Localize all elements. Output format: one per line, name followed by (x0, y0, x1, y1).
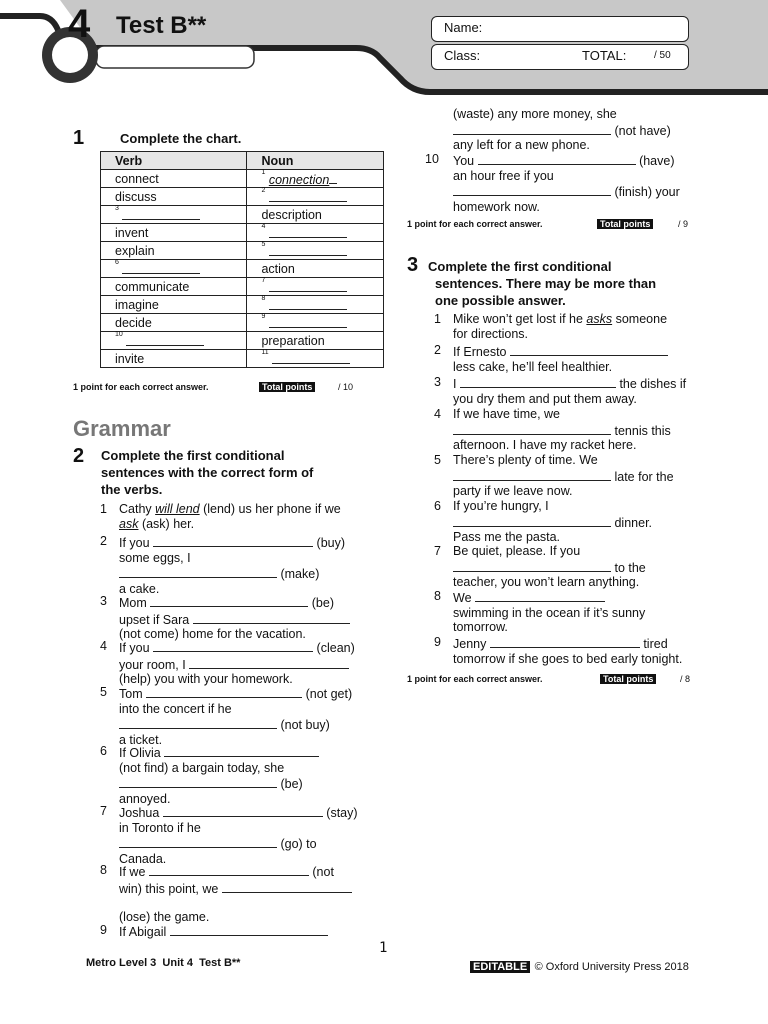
verb-blank[interactable]: 6 (101, 260, 247, 278)
noun-blank[interactable]: 2 (247, 188, 384, 206)
verb-cell: imagine (101, 296, 247, 314)
noun-blank[interactable]: 8 (247, 296, 384, 314)
noun-blank[interactable]: 4 (247, 224, 384, 242)
section1-points: / 10 (338, 382, 354, 392)
section1-number: 1 (73, 127, 85, 149)
unit-number: 4 (68, 2, 91, 46)
total-label: TOTAL: (582, 48, 627, 63)
total-out-of: / 50 (654, 50, 671, 61)
grammar-heading: Grammar (73, 416, 171, 441)
section1-title: Complete the chart. (120, 131, 242, 146)
table-row (101, 188, 384, 206)
table-row (101, 314, 384, 332)
section2-points: / 9 (678, 219, 689, 229)
noun-cell: preparation (247, 332, 384, 350)
section3-title: Complete the first conditional sentences. There may be more than one possible answer. (428, 259, 657, 308)
verb-cell: explain (101, 242, 247, 260)
verb-cell: invent (101, 224, 247, 242)
noun-blank[interactable]: 7 (247, 278, 384, 296)
table-row (101, 206, 384, 224)
verb-cell: connect (101, 170, 247, 188)
table-row (101, 278, 384, 296)
name-field[interactable] (431, 16, 689, 42)
section1-footer-note: 1 point for each correct answer. (73, 382, 209, 392)
table-row (101, 242, 384, 260)
example-answer: ask (119, 516, 139, 531)
section3-total-points-label: Total points (600, 674, 656, 684)
example-answer: will lend (155, 502, 200, 516)
table-row (101, 296, 384, 314)
name-label: Name: (444, 20, 483, 35)
table-row (101, 350, 384, 368)
section2-title: Complete the first conditional sentences with the correct form of the verbs. (101, 448, 314, 497)
table-row (101, 170, 384, 188)
noun-cell: action (247, 260, 384, 278)
section2-total-points-label: Total points (597, 219, 653, 229)
example-answer: asks (586, 312, 613, 326)
section1-total-points-label: Total points (259, 382, 315, 392)
noun-blank[interactable]: 9 (247, 314, 384, 332)
section3-points: / 8 (680, 674, 691, 684)
section2-footer-note: 1 point for each correct answer. (407, 219, 543, 229)
noun-cell[interactable]: $^1$ connection (247, 170, 384, 188)
section3-footer-note: 1 point for each correct answer. (407, 674, 543, 684)
page-number: 1 (379, 940, 388, 956)
editable-badge: EDITABLE (470, 961, 530, 973)
table-row (101, 224, 384, 242)
verb-cell: communicate (101, 278, 247, 296)
verb-blank[interactable]: 10 (101, 332, 247, 350)
verb-cell: discuss (101, 188, 247, 206)
table-row (101, 260, 384, 278)
verb-blank[interactable]: 3 (101, 206, 247, 224)
noun-blank[interactable]: 5 (247, 242, 384, 260)
copyright-text: © Oxford University Press 2018 (534, 961, 689, 973)
section2-number: 2 (73, 445, 85, 467)
table-row (101, 332, 384, 350)
section3-number: 3 (407, 254, 419, 276)
class-label: Class: (444, 48, 481, 63)
test-title: Test B** (116, 12, 207, 39)
class-field[interactable] (431, 44, 689, 70)
footer-copyright-block (470, 957, 689, 975)
example-answer: connection (268, 172, 330, 187)
noun-blank[interactable]: 11 (247, 350, 384, 368)
s2-question-9-continued[interactable]: (waste) any more money, she (not have) any left for a new phone. (453, 107, 671, 152)
noun-cell: description (247, 206, 384, 224)
col-verb-header: Verb (101, 152, 247, 170)
verb-cell: decide (101, 314, 247, 332)
col-noun-header: Noun (247, 152, 384, 170)
verb-noun-chart (100, 151, 384, 368)
footer-course-info: Metro Level 3 Unit 4 Test B** (86, 957, 241, 969)
verb-cell: invite (101, 350, 247, 368)
